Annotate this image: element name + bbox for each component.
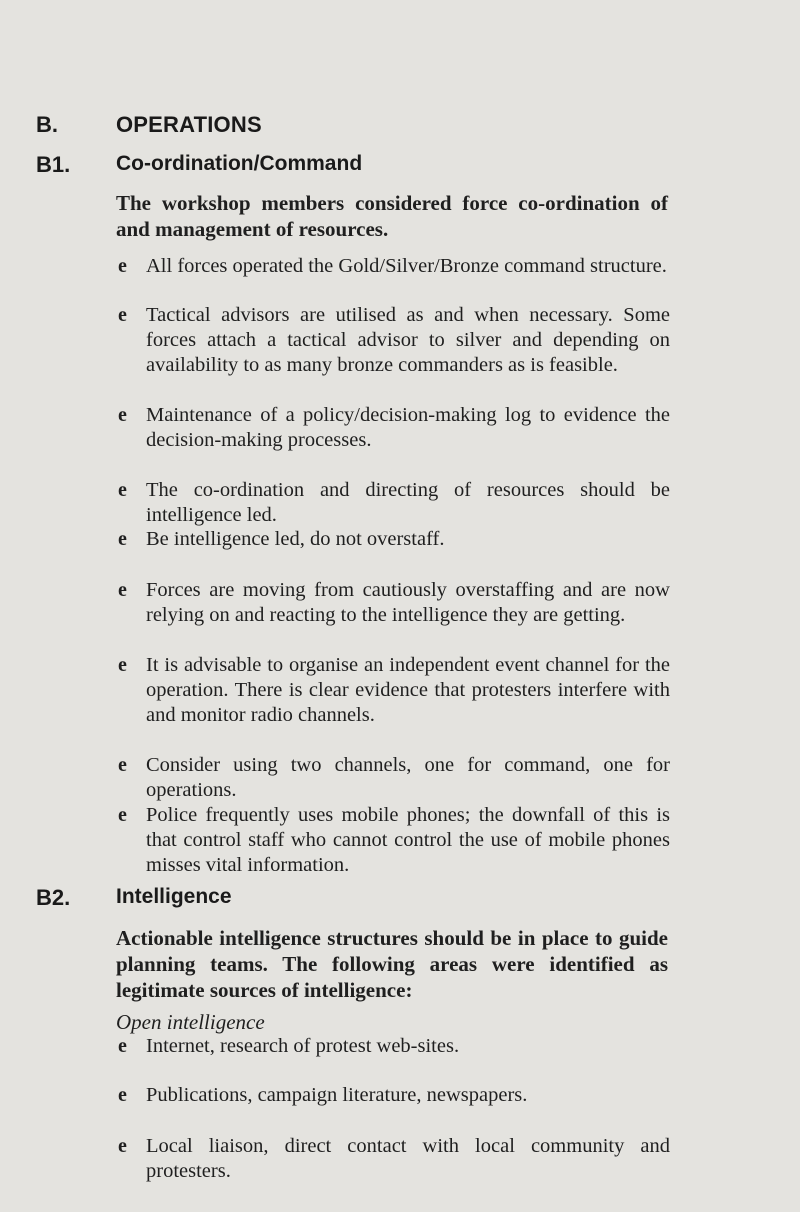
b1-bullet-7: e It is advisable to organise an independent event channel for the operation. There is clear evidence that protesters interfere with and monitor radio channels. [146, 653, 670, 728]
b1-bullet-2: e Tactical advisors are utilised as and when necessary. Some forces attach a tactical advisor to silver and depending on availability to as many bronze commanders as is feasible. [146, 303, 670, 378]
b2-bullet-3: e Local liaison, direct contact with local community and protesters. [146, 1134, 670, 1184]
section-title-coordination: Co-ordination/Command [116, 152, 363, 175]
section-title-operations: OPERATIONS [116, 112, 262, 137]
b1-bullet-5: e Be intelligence led, do not overstaff. [146, 527, 670, 552]
section-number-b2: B2. [36, 885, 71, 910]
b1-bullet-3: e Maintenance of a policy/decision-making log to evidence the decision-making processes. [146, 403, 670, 453]
b1-bullet-6: e Forces are moving from cautiously overstaffing and are now relying on and reacting to the intelligence they are getting. [146, 578, 670, 628]
b2-bullet-2: e Publications, campaign literature, newspapers. [146, 1083, 670, 1108]
b1-bullet-8: e Consider using two channels, one for command, one for operations. [146, 753, 670, 803]
b1-bullet-1: e All forces operated the Gold/Silver/Bronze command structure. [146, 254, 670, 279]
b2-intro-paragraph: Actionable intelligence structures should be in place to guide planning teams. The following areas were identified as legitimate sources of intelligence: [116, 926, 668, 1002]
section-number-b1: B1. [36, 152, 71, 177]
b2-bullet-1: e Internet, research of protest web-sites. [146, 1034, 670, 1059]
open-intelligence-subheading: Open intelligence [116, 1010, 265, 1034]
b1-bullet-4: e The co-ordination and directing of resources should be intelligence led. [146, 478, 670, 528]
b1-bullet-9: e Police frequently uses mobile phones; the downfall of this is that control staff who cannot control the use of mobile phones misses vital information. [146, 803, 670, 878]
section-number-b: B. [36, 112, 58, 137]
b1-intro-paragraph: The workshop members considered force co-ordination of and management of resources. [116, 191, 668, 241]
section-title-intelligence: Intelligence [116, 885, 232, 908]
